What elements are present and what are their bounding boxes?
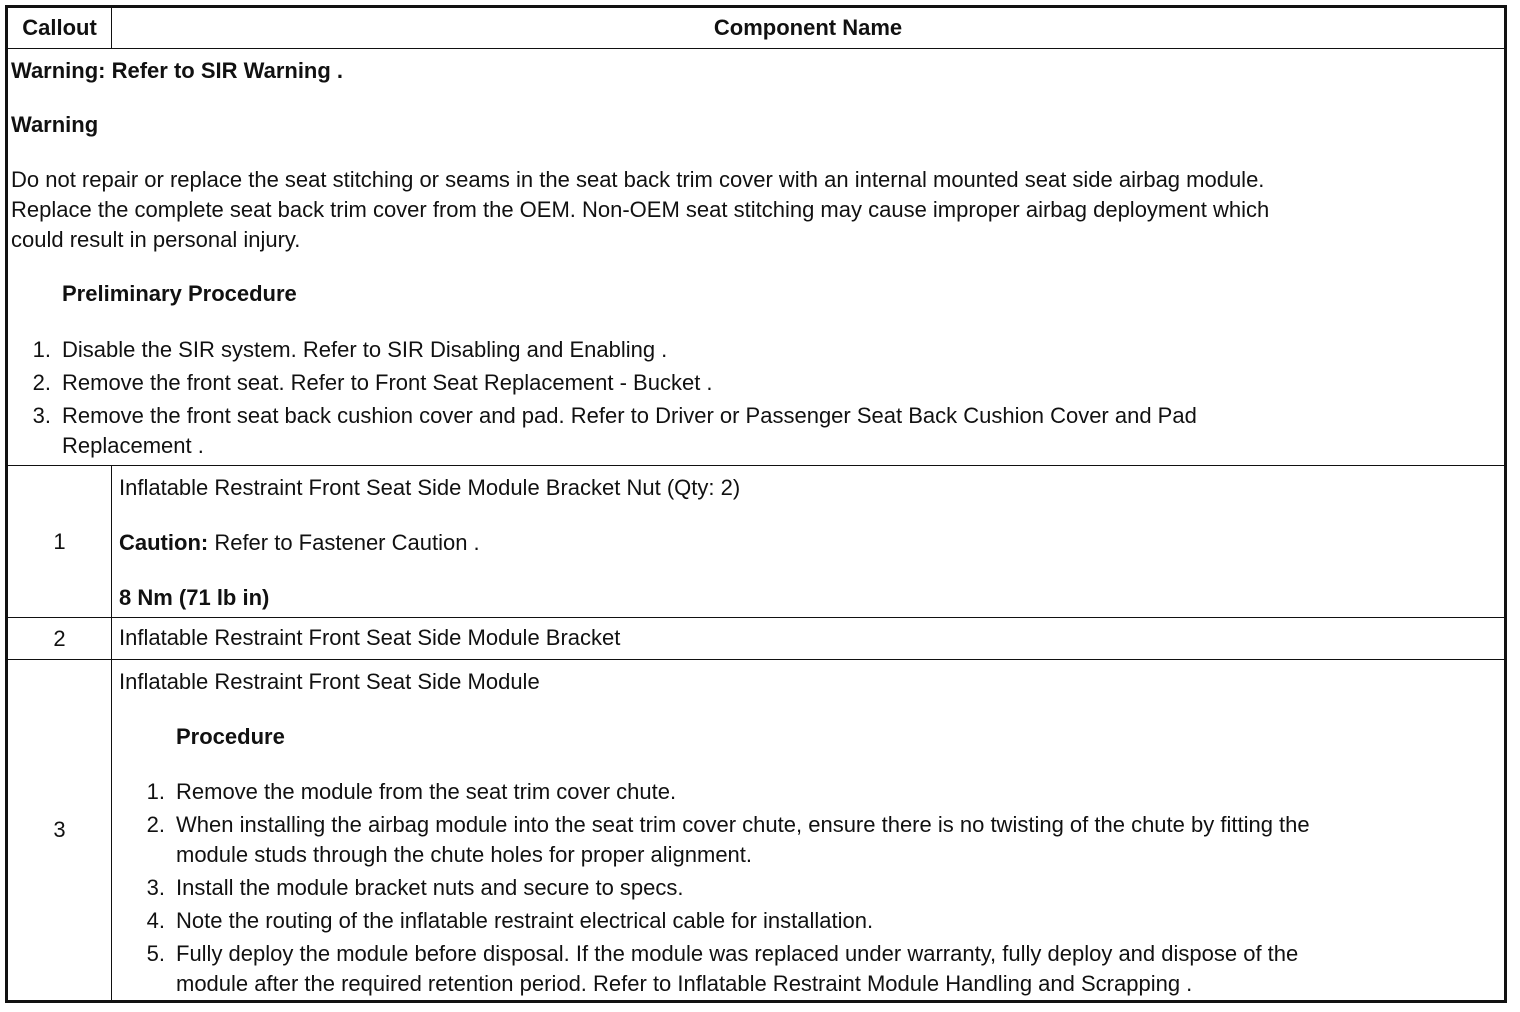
step-number: 3. (146, 875, 165, 900)
table-header-row (8, 8, 1504, 49)
header-component-name: Component Name (713, 15, 903, 40)
intro-content (11, 49, 1484, 461)
list-item (11, 368, 1484, 398)
step-text: Remove the front seat back cushion cover and pad. Refer to Driver or Passenger Seat Back Cushion Cover and Pad (62, 403, 1197, 428)
step-number: 1. (146, 779, 165, 804)
step-text: Fully deploy the module before disposal. If the module was replaced under warranty, fully deploy and dispose of the (176, 941, 1299, 966)
list-item (119, 906, 1484, 936)
list-item (119, 810, 1484, 870)
preliminary-steps (11, 335, 1484, 461)
caution-text: Refer to Fastener Caution . (208, 530, 480, 555)
step-text: When installing the airbag module into the seat trim cover chute, ensure there is no twisting of the chute by fitting the (176, 812, 1310, 837)
list-item (11, 335, 1484, 365)
header-callout: Callout (8, 8, 112, 48)
sir-warning: Warning: Refer to SIR Warning . (11, 58, 344, 83)
step-text: Remove the module from the seat trim cover chute. (176, 779, 677, 804)
step-text: Replacement . (62, 433, 204, 458)
step-text: Remove the front seat. Refer to Front Seat Replacement - Bucket . (62, 370, 713, 395)
table-row (8, 660, 1504, 1000)
preliminary-procedure-title: Preliminary Procedure (62, 281, 297, 306)
component-name: Inflatable Restraint Front Seat Side Module Bracket (119, 625, 621, 650)
warning-text-line: could result in personal injury. (11, 227, 301, 252)
callout-number: 2 (8, 618, 112, 659)
warning-title: Warning (11, 112, 99, 137)
table-row (8, 466, 1504, 618)
step-number: 4. (146, 908, 165, 933)
callout-number: 1 (8, 466, 112, 617)
component-cell (112, 660, 1504, 1000)
step-number: 3. (32, 403, 51, 428)
procedure-title: Procedure (176, 724, 285, 749)
component-name: Inflatable Restraint Front Seat Side Module (119, 669, 540, 694)
callout-number: 3 (8, 660, 112, 1000)
list-item (119, 777, 1484, 807)
caution-label: Caution: (119, 530, 209, 555)
warning-text-line: Replace the complete seat back trim cover from the OEM. Non-OEM seat stitching may cause improper airbag deployment which (11, 197, 1270, 222)
step-text: module studs through the chute holes for proper alignment. (176, 842, 753, 867)
component-cell (112, 466, 1504, 617)
step-number: 1. (32, 337, 51, 362)
step-text: Disable the SIR system. Refer to SIR Disabling and Enabling . (62, 337, 668, 362)
table-row (8, 618, 1504, 660)
torque-spec: 8 Nm (71 lb in) (119, 585, 270, 610)
step-text: module after the required retention period. Refer to Inflatable Restraint Module Handling and Scrapping . (176, 971, 1193, 996)
component-cell (112, 618, 1504, 659)
list-item (119, 873, 1484, 903)
component-name: Inflatable Restraint Front Seat Side Module Bracket Nut (Qty: 2) (119, 475, 741, 500)
step-number: 2. (146, 812, 165, 837)
intro-row (8, 49, 1504, 466)
step-text: Note the routing of the inflatable restraint electrical cable for installation. (176, 908, 874, 933)
step-text: Install the module bracket nuts and secure to specs. (176, 875, 684, 900)
step-number: 5. (146, 941, 165, 966)
component-table (5, 5, 1507, 1003)
list-item (119, 939, 1484, 999)
procedure-steps (119, 777, 1484, 999)
step-number: 2. (32, 370, 51, 395)
list-item (11, 401, 1484, 461)
caution-line (119, 528, 1484, 558)
warning-text-line: Do not repair or replace the seat stitching or seams in the seat back trim cover with an internal mounted seat side airbag module. (11, 167, 1265, 192)
